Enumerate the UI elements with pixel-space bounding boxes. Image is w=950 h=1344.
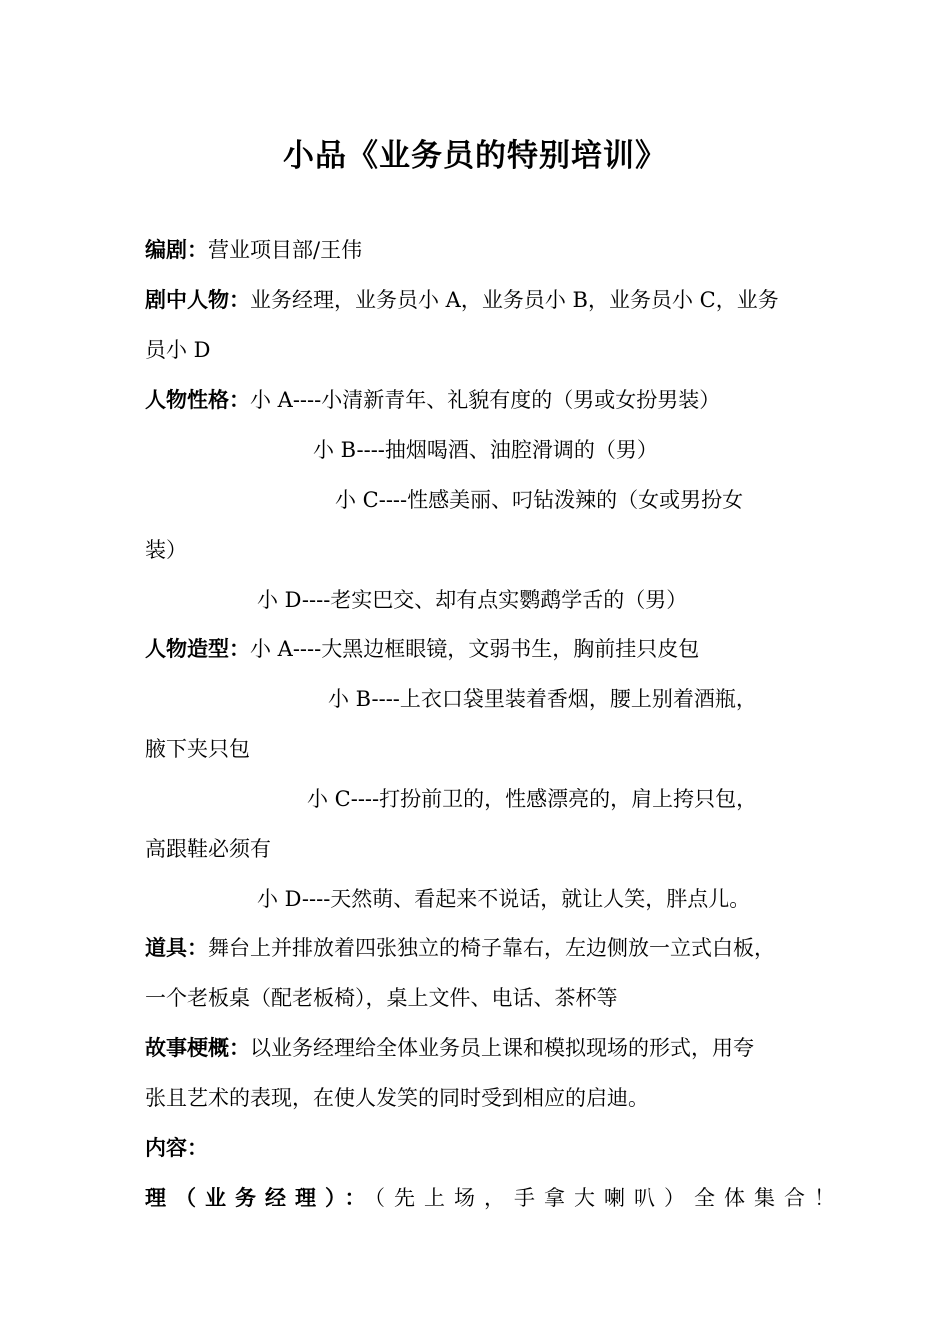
synopsis-value: 以业务经理给全体业务员上课和模拟现场的形式，用夸: [250, 1036, 754, 1060]
synopsis-cont: 张且艺术的表现，在使人发笑的同时受到相应的启迪。: [145, 1086, 649, 1110]
styling-b-cont: 腋下夹只包: [145, 737, 250, 761]
dialogue-line: [145, 1183, 844, 1213]
props-value: 舞台上并排放着四张独立的椅子靠右，左边侧放一立式白板，: [208, 936, 775, 960]
writer-label: 编剧：: [145, 237, 208, 262]
personality-b: 小 B----抽烟喝酒、油腔滑调的（男）: [313, 438, 658, 462]
characters-cont: 员小 D: [145, 338, 211, 362]
writer-line: [145, 235, 362, 265]
personality-label: 人物性格：: [145, 387, 250, 412]
styling-label: 人物造型：: [145, 636, 250, 661]
personality-c: 小 C----性感美丽、叼钻泼辣的（女或男扮女: [335, 488, 744, 512]
styling-d: 小 D----天然萌、看起来不说话，就让人笑，胖点儿。: [257, 887, 751, 911]
synopsis-line: [145, 1033, 754, 1063]
styling-a: 小 A----大黑边框眼镜，文弱书生，胸前挂只皮包: [250, 637, 700, 661]
dialogue-text: （先上场，手拿大喇叭）全体集合！: [374, 1186, 844, 1210]
props-cont: 一个老板桌（配老板椅），桌上文件、电话、茶杯等: [145, 986, 618, 1010]
personality-d: 小 D----老实巴交、却有点实鹦鹉学舌的（男）: [257, 588, 688, 612]
styling-c-cont: 高跟鞋必须有: [145, 837, 271, 861]
characters-line: [145, 285, 779, 315]
synopsis-label: 故事梗概：: [145, 1035, 250, 1060]
personality-c-cont: 装）: [145, 538, 187, 562]
content-label: 内容：: [145, 1135, 208, 1160]
characters-label: 剧中人物：: [145, 287, 250, 312]
characters-value: 业务经理，业务员小 A，业务员小 B，业务员小 C，业务: [250, 288, 779, 312]
page-title: 小品《业务员的特别培训》: [283, 138, 667, 174]
styling-line: [145, 634, 699, 664]
dialogue-speaker: 理（业务经理）：: [145, 1185, 375, 1210]
writer-value: 营业项目部/王伟: [208, 238, 363, 262]
personality-a: 小 A----小清新青年、礼貌有度的（男或女扮男装）: [250, 388, 721, 412]
styling-b: 小 B----上衣口袋里装着香烟，腰上别着酒瓶，: [328, 687, 757, 711]
styling-c: 小 C----打扮前卫的，性感漂亮的，肩上挎只包，: [307, 787, 758, 811]
personality-line: [145, 385, 720, 415]
props-line: [145, 933, 775, 963]
props-label: 道具：: [145, 935, 208, 960]
